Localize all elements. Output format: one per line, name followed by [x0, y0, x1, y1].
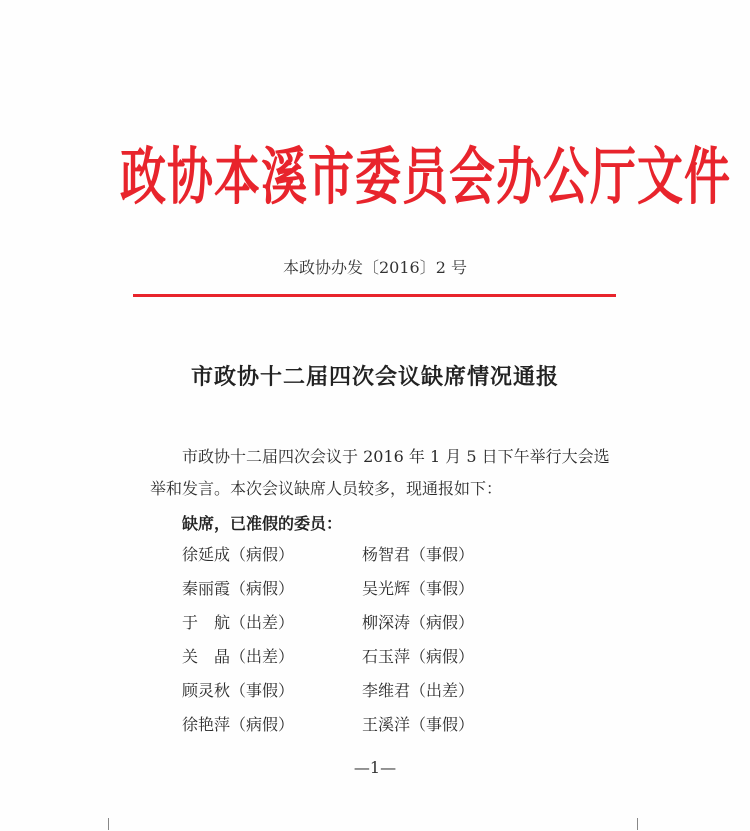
page-number: —1— — [353, 758, 397, 777]
body-paragraph: 市政协十二届四次会议于 2016 年 1 月 5 日下午举行大会选举和发言。本次会议缺席人员较多，现通报如下： — [150, 447, 610, 498]
document-header-title: 政协本溪市委员会办公厅文件 — [120, 140, 731, 214]
section-heading: 缺席，已准假的委员： — [182, 514, 343, 533]
member-list — [182, 543, 562, 747]
member-entry: 关 晶（出差） — [182, 647, 295, 666]
member-entry: 吴光辉（事假） — [362, 579, 475, 598]
member-row — [182, 713, 562, 747]
member-entry: 李维君（出差） — [362, 681, 475, 700]
member-row — [182, 611, 562, 645]
notice-title: 市政协十二届四次会议缺席情况通报 — [190, 364, 559, 390]
member-entry: 徐艳萍（病假） — [182, 715, 295, 734]
member-entry: 石玉萍（病假） — [362, 647, 475, 666]
member-row — [182, 679, 562, 713]
document-number: 本政协办发〔2016〕2 号 — [283, 258, 467, 277]
member-entry: 杨智君（事假） — [362, 545, 475, 564]
member-entry: 秦丽霞（病假） — [182, 579, 295, 598]
scan-edge-mark — [108, 818, 109, 830]
member-entry: 柳深涛（病假） — [362, 613, 475, 632]
header-divider — [133, 294, 616, 297]
member-entry: 王溪洋（事假） — [362, 715, 475, 734]
member-entry: 顾灵秋（事假） — [182, 681, 295, 700]
member-entry: 徐延成（病假） — [182, 545, 295, 564]
member-entry: 于 航（出差） — [182, 613, 295, 632]
member-row — [182, 645, 562, 679]
member-row — [182, 543, 562, 577]
member-row — [182, 577, 562, 611]
scan-edge-mark — [637, 818, 638, 830]
